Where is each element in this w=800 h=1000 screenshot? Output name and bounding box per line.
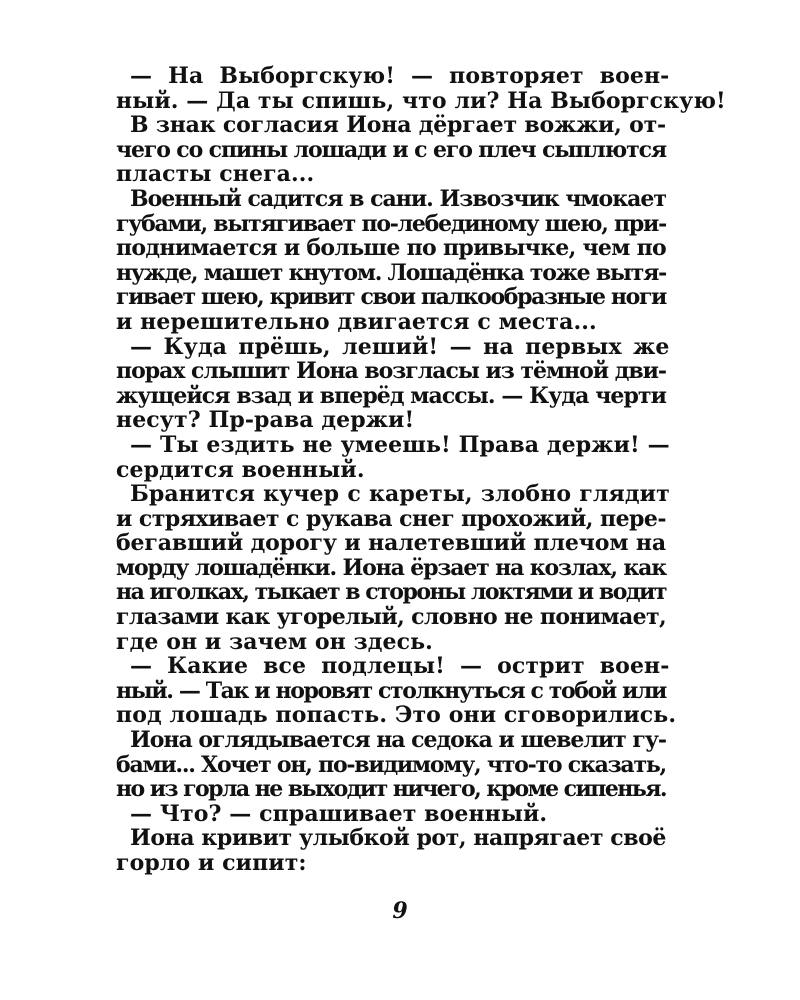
text-line: — Ты ездить не умеешь! Права держи! — <box>130 431 670 458</box>
text-line: Иона кривит улыбкой рот, напрягает своё <box>130 825 666 852</box>
paragraph <box>116 653 677 729</box>
text-line: Военный садится в сани. Извозчик чмокает <box>130 185 666 212</box>
text-line: где он и зачем он здесь. <box>116 628 433 655</box>
paragraph <box>116 113 666 187</box>
paragraph <box>116 63 726 114</box>
page-body <box>116 63 726 876</box>
paragraph <box>116 431 670 483</box>
text-line: морду лошадёнки. Иона ёрзает на козлах, как <box>116 554 666 581</box>
text-line: — Какие все подлецы! — острит воен- <box>130 653 670 680</box>
text-line: и нерешительно двигается с места... <box>116 308 597 335</box>
text-line: ный. — Да ты спишь, что ли? На Выборгскую! <box>116 87 726 114</box>
text-line: нужде, машет кнутом. Лошадёнка тоже вытя- <box>116 259 666 286</box>
text-line: — Куда прёшь, леший! — на первых же <box>130 333 670 360</box>
text-line: и стряхивает с рукава снег прохожий, пере- <box>116 505 666 532</box>
text-line: гивает шею, кривит свои палкообразные ноги <box>116 284 666 311</box>
text-line: чего со спины лошади и с его плеч сыплются <box>116 136 666 163</box>
paragraph <box>116 187 666 335</box>
paragraph <box>116 728 666 802</box>
paragraph <box>116 802 666 827</box>
text-line: бегавший дорогу и налетевший плечом на <box>116 530 666 557</box>
text-line: жущейся взад и вперёд массы. — Куда черти <box>116 382 667 409</box>
text-line: но из горла не выходит ничего, кроме сипенья. <box>116 776 666 803</box>
text-line: пласты снега... <box>116 161 315 188</box>
text-line: бами... Хочет он, по-видимому, что-то сказать, <box>116 751 666 778</box>
text-line: Бранится кучер с кареты, злобно глядит <box>130 481 670 508</box>
text-line: на иголках, тыкает в стороны локтями и водит <box>116 579 666 606</box>
page-number: 9 <box>392 898 408 924</box>
text-line: — Что? — спрашивает военный. <box>130 800 548 827</box>
paragraph <box>116 333 670 434</box>
text-line: — На Выборгскую! — повторяет воен- <box>130 63 670 89</box>
text-line: порах слышит Иона возгласы из тёмной дви- <box>116 358 666 385</box>
text-line: горло и сипит: <box>116 850 307 876</box>
text-line: глазами как угорелый, словно не понимает, <box>116 604 666 631</box>
text-line: поднимается и больше по привычке, чем по <box>116 235 666 262</box>
text-line: сердится военный. <box>116 456 365 483</box>
text-line: несут? Пр-рава держи! <box>116 407 415 434</box>
paragraph <box>116 481 670 655</box>
text-line: губами, вытягивает по-лебединому шею, при- <box>116 210 666 237</box>
text-line: В знак согласия Иона дёргает вожжи, от- <box>130 112 666 139</box>
paragraph <box>116 826 666 875</box>
text-line: ный. — Так и норовят столкнуться с тобой или <box>116 677 666 704</box>
text-line: Иона оглядывается на седока и шевелит гу- <box>130 727 666 754</box>
text-line: под лошадь попасть. Это они сговорились. <box>116 702 677 729</box>
